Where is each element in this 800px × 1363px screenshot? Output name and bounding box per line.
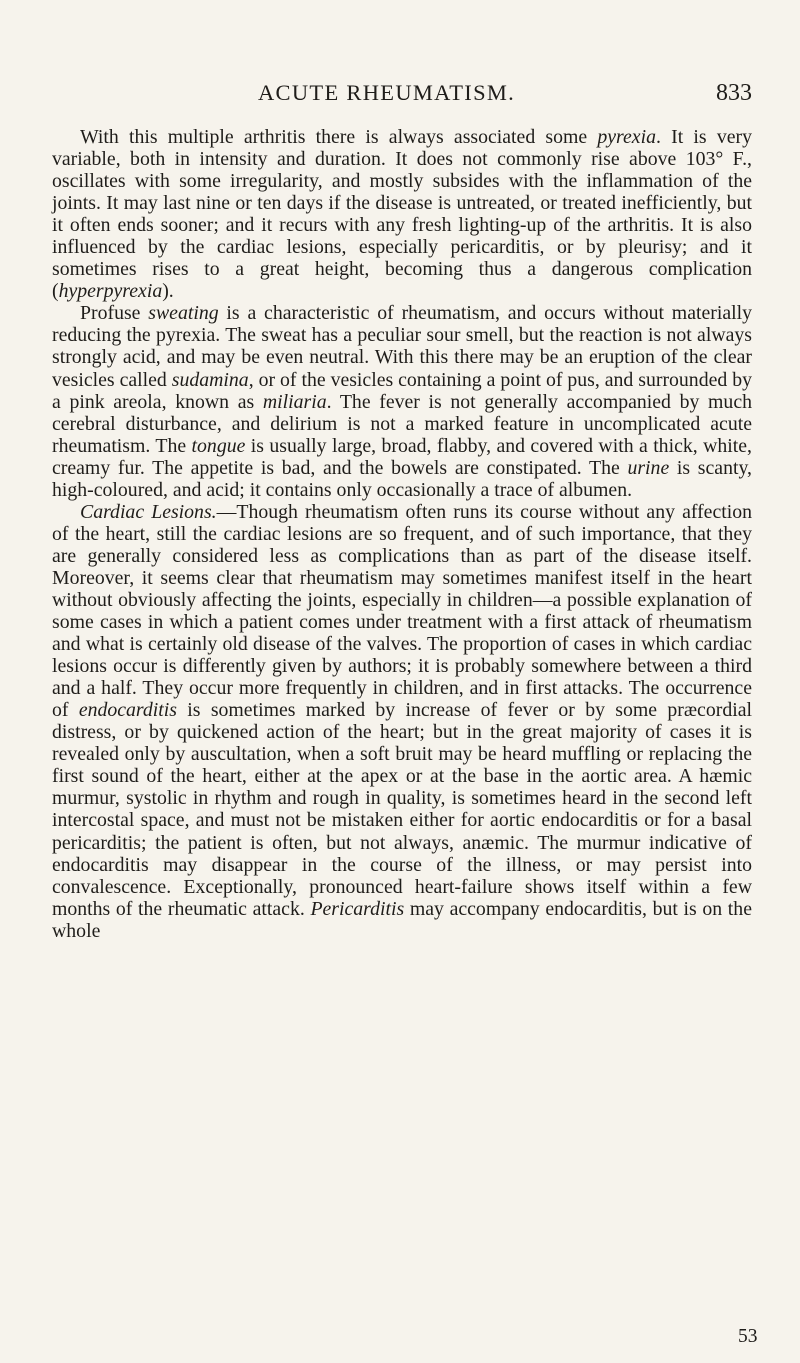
text-run: is sometimes marked by increase of fever or by some præcordial distress, or by quickened action of the heart; but in the great majority of cases it is revealed only by auscultation, when a soft bruit may be heard muffling or replacing the first sound of the heart, either at the apex or at the base in the aortic area. A hæmic murmur, systolic in rhythm and rough in quality, is sometimes heard in the second left intercostal space, and must not be mistaken either for aortic endocarditis or for a basal pericarditis; the patient is often, but not always, anæmic. The murmur indicative of endocarditis may disappear in the course of the illness, or may persist into convalescence. Exceptionally, pronounced heart-failure shows itself within a few months of the rheumatic attack. (52, 699, 752, 920)
italic-term: miliaria (262, 390, 327, 413)
page-number: 833 (716, 80, 752, 106)
italic-term: sudamina (171, 368, 249, 391)
text-run: —Though rheumatism often runs its course without any affection of the heart, still the cardiac lesions are so frequent, and of such importance, that they are generally considered less as complications than as part of the disease itself. Moreover, it seems clear that rheumatism may sometimes manifest itself in the heart without obviously affecting the joints, especially in children—a possible explanation of some cases in which a patient comes under treatment with a first attack of rheumatism and what is certainly old disease of the valves. The proportion of cases in which cardiac lesions occur is differently given by authors; it is probably somewhere between a third and a half. They occur more frequently in children, and in first attacks. The occurrence of (52, 500, 753, 722)
italic-term: Cardiac Lesions. (80, 500, 217, 523)
italic-term: Pericarditis (310, 897, 405, 920)
body-text (52, 126, 752, 942)
text-run: is usually large, broad, flabby, and covered with a thick, white, creamy fur. The appetite is bad, and the bowels are constipated. The (52, 434, 752, 479)
text-run: . It is very variable, both in intensity and duration. It does not commonly rise above 103° F., oscillates with some irregularity, and mostly subsides with the inflammation of the joints. It may last nine or ten days if the disease is untreated, or treated inefficiently, but it often ends sooner; and it recurs with any fresh lighting-up of the arthritis. It is also influenced by the cardiac lesions, especially pericarditis, or by pleurisy; and it sometimes rises to a great height, becoming thus a dangerous complication ( (52, 126, 752, 303)
running-title: ACUTE RHEUMATISM. (258, 80, 516, 105)
text-run: is a characteristic of rheumatism, and occurs without materially reducing the pyrexia. The sweat has a peculiar sour smell, but the reaction is not always strongly acid, and may be even neutral. With this there may be an eruption of the clear vesicles called (52, 302, 752, 391)
text-run: ). (162, 280, 174, 303)
italic-term: sweating (148, 302, 219, 325)
paragraph-cardiac-lesions (52, 501, 752, 942)
text-run: Profuse (80, 302, 149, 325)
text-run: . The fever is not generally accompanied by much cerebral disturbance, and delirium is not a marked feature in uncomplicated acute rheumatism. The (52, 390, 752, 457)
paragraph-sweating (52, 302, 752, 500)
text-run: is scanty, high-coloured, and acid; it contains only occasionally a trace of albumen. (52, 456, 753, 501)
text-run: With this multiple arthritis there is always associated some (80, 126, 598, 148)
italic-term: urine (627, 456, 670, 479)
text-run: , or of the vesicles containing a point of pus, and surrounded by a pink areola, known as (52, 368, 752, 413)
italic-term: tongue (191, 434, 246, 457)
italic-term: hyperpyrexia (58, 280, 163, 303)
running-head (0, 80, 800, 110)
text-run: may accompany endocarditis, but is on the whole (52, 897, 752, 942)
signature-number: 53 (738, 1326, 758, 1347)
italic-term: endocarditis (78, 699, 177, 722)
paragraph-pyrexia (52, 126, 752, 302)
italic-term: pyrexia (597, 126, 656, 148)
